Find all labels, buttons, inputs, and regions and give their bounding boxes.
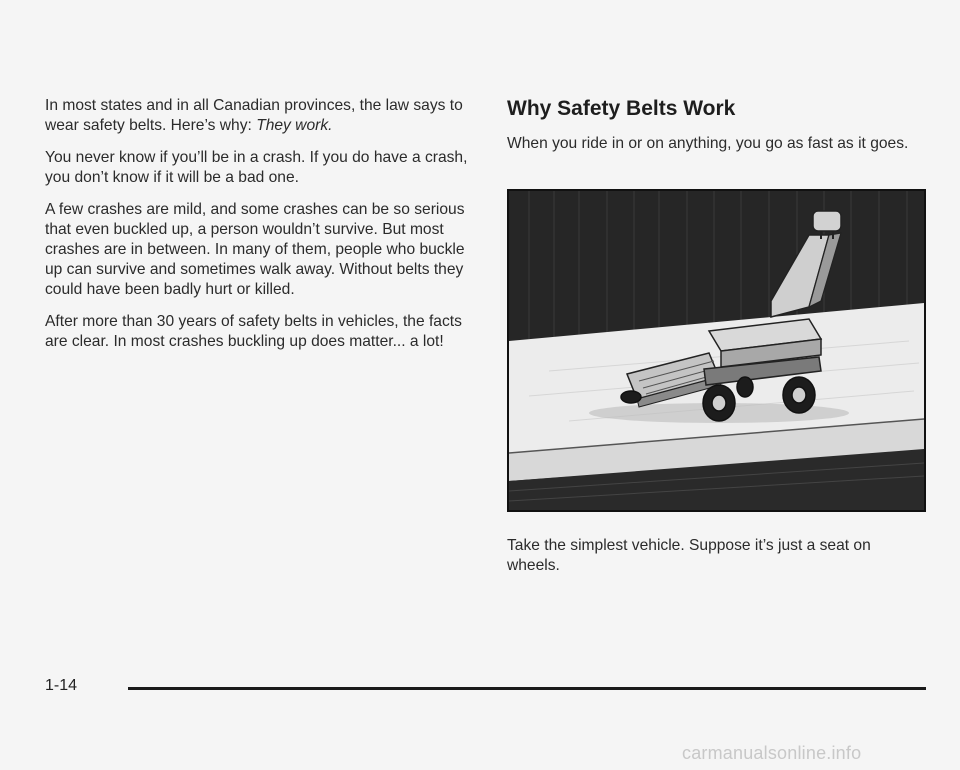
paragraph-facts-clear: After more than 30 years of safety belts in vehicles, the facts are clear. In most crashes buckling up does matter... a lot! — [45, 313, 462, 350]
figure-caption-block — [507, 536, 927, 588]
section-heading: Why Safety Belts Work — [507, 97, 736, 120]
paragraph-never-know: You never know if you’ll be in a crash. If you do have a crash, you don’t know if it will be a bad one. — [45, 149, 468, 186]
watermark-text: carmanualsonline.info — [682, 743, 862, 763]
right-column — [507, 96, 927, 166]
paragraph-intro: When you ride in or on anything, you go as fast as it goes. — [507, 135, 909, 152]
illustration-svg — [509, 191, 924, 510]
page-number: 1-14 — [45, 677, 78, 694]
left-column — [45, 96, 485, 364]
footer-rule — [128, 687, 926, 690]
seat-on-wheels-illustration — [507, 189, 926, 512]
figure-caption: Take the simplest vehicle. Suppose it’s just a seat on wheels. — [507, 537, 871, 574]
paragraph-crash-severity: A few crashes are mild, and some crashes can be so serious that even buckled up, a person wouldn’t survive. But most crashes are in between. In many of them, people who buckle up can survive and sometimes walk away. Without belts they could have been badly hurt or killed. — [45, 201, 465, 298]
emphasis-they-work: They work. — [256, 117, 333, 134]
paragraph-law-text: In most states and in all Canadian provinces, the law says to wear safety belts. Here’s why: — [45, 97, 463, 134]
paragraph-law — [45, 96, 485, 136]
